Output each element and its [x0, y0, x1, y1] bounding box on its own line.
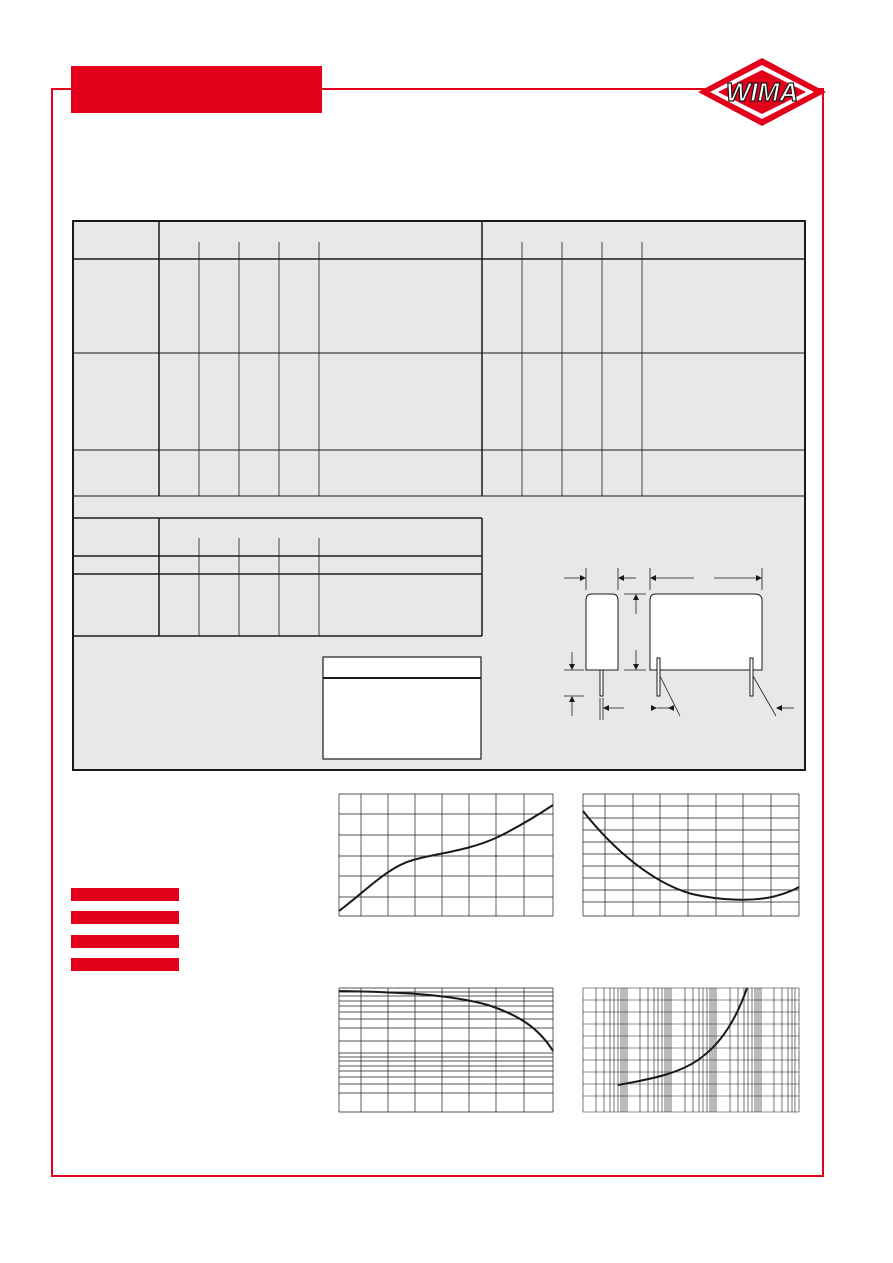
red-list-bar [71, 888, 179, 901]
red-list-bar [71, 911, 179, 924]
technical-data-block [72, 220, 806, 771]
graph-bottom-right [582, 987, 802, 1115]
svg-text:WIMA: WIMA [725, 77, 799, 107]
red-list-bar [71, 958, 179, 971]
graph-top-left [338, 793, 556, 919]
graph-top-right [582, 793, 802, 919]
wima-logo-icon [696, 56, 828, 128]
main-data-table [74, 222, 804, 502]
capacitor-dimension-drawing-icon [554, 558, 804, 728]
header-red-tab [71, 66, 322, 113]
spec-box [322, 656, 484, 762]
red-list-bar [71, 935, 179, 948]
graph-bottom-left [338, 987, 556, 1115]
secondary-data-table [74, 516, 486, 640]
